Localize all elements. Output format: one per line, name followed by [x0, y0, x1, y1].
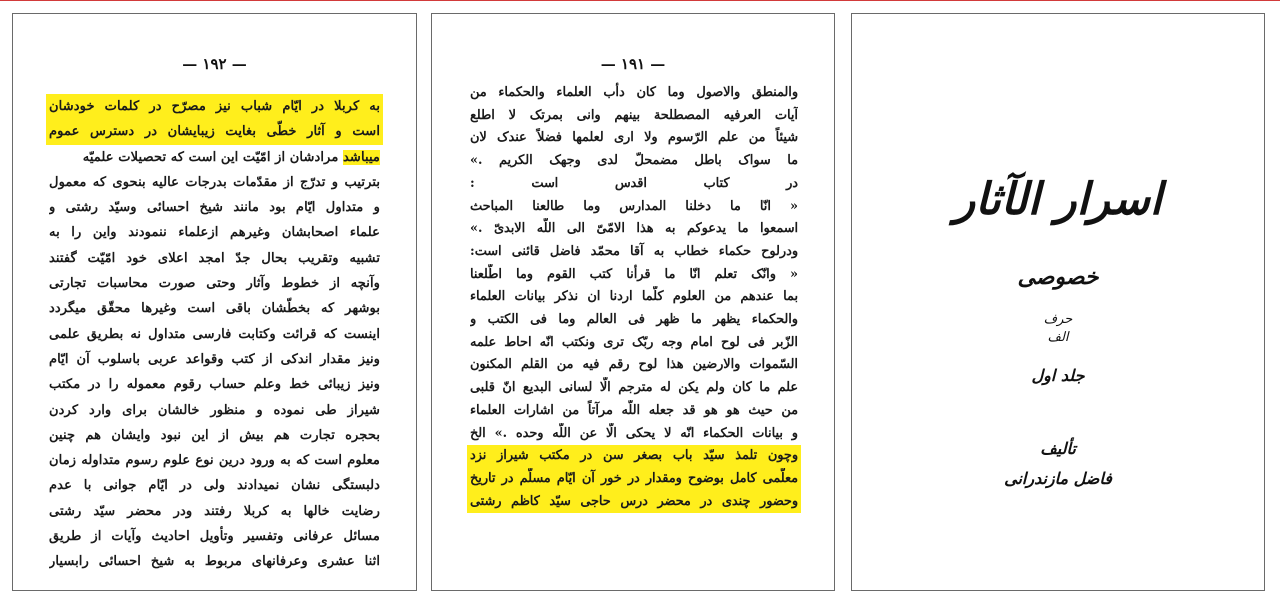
text-line: اثنا عشری وعرفانهای مربوط به شیخ احسائی رابسیار [49, 554, 380, 570]
text-line: شیراز طی نموده و منظور خالشان برای وارد کردن [49, 402, 380, 418]
book-subtitle: خصوصی [1017, 264, 1099, 290]
text-line: اینست که قرائت وکتابت فارسی متداول نه بطریق علمی [49, 326, 380, 342]
title-page [851, 13, 1265, 591]
page-number: — ۱۹۲ — [182, 55, 247, 73]
text-line: علماء اصحابشان وغیرهم ازعلماء ننمودند واین را به [49, 225, 380, 241]
letter-value: الف [1047, 330, 1069, 345]
line-text: مرادشان از امّیّت این است که تحصیلات علمیّه [82, 149, 343, 165]
text-line: علم ما کان ولم یکن له مترجم الّا لسانی البدیع انّ قلبی [470, 380, 798, 396]
page-body-text [49, 94, 380, 575]
volume-label: جلد اول [1031, 366, 1085, 385]
text-line: بترتیب و تدرّج از مقدّمات بدرجات عالیه بنحوی که معمول [49, 174, 380, 190]
text-line: وچون تلمذ سیّد باب بصغر سن در مکتب شیراز نزد [467, 445, 801, 468]
text-line: معلوم است که به ورود درین نوع علوم رسوم متداوله زمان [49, 453, 380, 469]
text-line: بما عندهم من العلوم کلّما اردنا ان نذکر بیانات العلماء [470, 289, 798, 305]
highlighted-word: میباشد [342, 149, 380, 165]
text-line: والمنطق والاصول وما کان دأب العلماء والحکماء من [470, 85, 798, 100]
page-body-text [470, 82, 798, 513]
text-line: و بیانات الحکماء انّه لا یحکی الّا عن اللّه وحده .» الخ [470, 425, 798, 441]
text-line: ودرلوح حکماء خطاب به آقا محمّد فاضل قائنی است: [470, 243, 798, 259]
text-line: آیات العرفیه المصطلحة بینهم وانی بمرتک لا اطلع [470, 107, 798, 123]
text-line: والحکماء یظهر ما ظهر فی العالم وما فی الکتب و [470, 312, 798, 328]
text-line: معلّمی کامل بوضوح ومقدار در خور آن ایّام مسلّم در تاریخ [467, 468, 801, 491]
text-line: ونیز مقدار اندکی از کتب وقواعد عربی باسلوب آن ایّام [49, 351, 380, 367]
text-line: « انّا ما دخلنا المدارس وما طالعنا المباحث [470, 198, 798, 214]
text-line: شیئاً من علم الرّسوم ولا اری لعلمها فضلاً عندک لان [470, 130, 798, 146]
text-line: بوشهر که بخطّشان باقی است وغیرها محقّق میگردد [49, 301, 380, 317]
text-line: رضایت خالها به کربلا رفتند ودر محضر سیّد رشتی [49, 503, 380, 519]
text-line: « وانّک تعلم انّا ما قرأنا کتب القوم وما اطّلعنا [470, 266, 798, 282]
text-line: الزّبر فی لوح امام وجه ربّک تری ونکتب انّه احاط علمه [470, 334, 798, 350]
text-line: و متداول ایّام بود مانند شیخ احسائی وسیّد رشتی و [49, 200, 380, 216]
text-line: من حیث هو هو قد جعله اللّه مرآتاً من اشارات العلماء [470, 402, 798, 418]
text-line: وحضور چندی در محضر درس حاجی سیّد کاظم رشتی [467, 491, 801, 514]
text-line: به کربلا در ایّام شباب نیز مصرّح در کلمات خودشان [46, 94, 383, 119]
text-line: اسمعوا ما یدعوکم به هذا الامّیّ الی اللّه الابدیّ .» [470, 221, 798, 237]
text-line: بحجره تجارت هم بیش از این نبود وایشان هم چنین [49, 427, 380, 443]
text-line [49, 145, 380, 170]
text-line: در کتاب اقدس است : [470, 175, 798, 191]
text-line: ونیز زیبائی خط وعلم حساب رقوم معموله را در مکتب [49, 377, 380, 393]
text-line: مسائل عرفانی وتفسیر وتأویل احادیث وآیات از طریق [49, 529, 380, 545]
page-number: — ۱۹۱ — [600, 55, 666, 73]
text-line: دلبستگی نشان نمیدادند ولی در ایّام جوانی با عدم [49, 478, 380, 494]
top-border-line [0, 0, 1280, 1]
text-line: وآنچه از خطوط وآثار وحتی صورت محاسبات تجارتی [49, 276, 380, 292]
letter-label: حرف [1043, 312, 1073, 327]
author-label: تألیف [1040, 439, 1076, 458]
page-192 [12, 13, 417, 591]
text-line: ما سواک باطل مضمحلّ لدی وجهک الکریم .» [470, 153, 798, 169]
text-line: تشبیه وتقریب بحال جدّ امجد اعلای خود امّیّت گفتند [49, 250, 380, 266]
book-title: اسرار الآثار [953, 174, 1163, 225]
text-line: السّموات والارضین هذا لوح رقم فیه من القلم المکنون [470, 357, 798, 373]
page-191 [431, 13, 835, 591]
author-name: فاضل مازندرانی [1004, 469, 1112, 488]
text-line: است و آثار خطّی بغایت زیبایشان در دسترس عموم [46, 119, 383, 144]
